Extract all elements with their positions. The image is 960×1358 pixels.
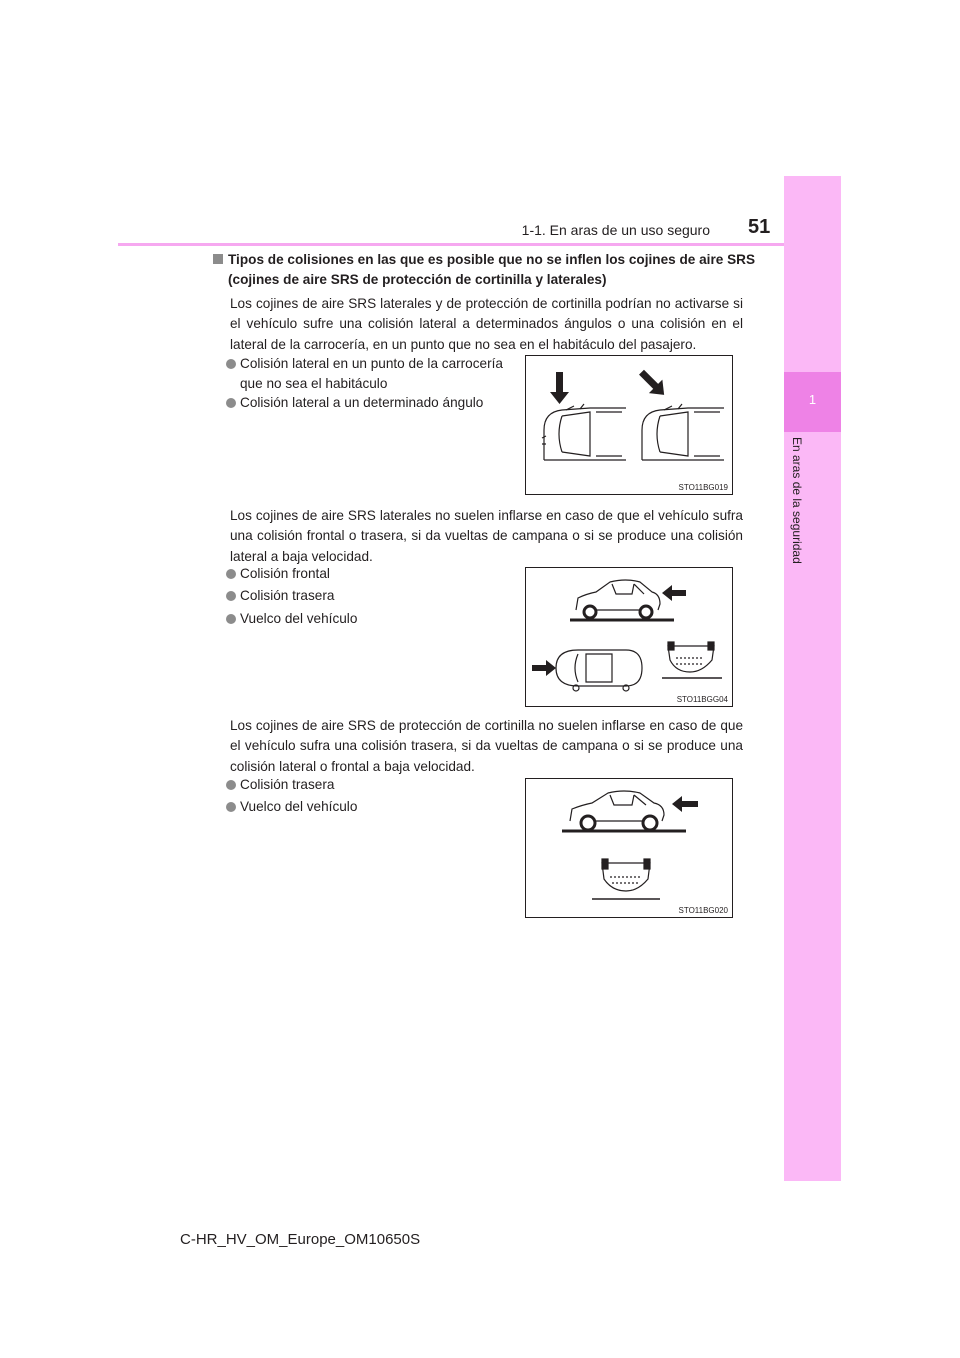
impact-arrow-icon xyxy=(635,365,671,401)
bullet-dot-icon xyxy=(226,359,236,369)
list-item xyxy=(226,564,330,584)
list-item-text: Vuelco del vehículo xyxy=(240,799,358,814)
car-side-view-icon xyxy=(570,791,664,830)
impact-arrow-icon xyxy=(662,585,686,601)
list-item xyxy=(226,775,334,795)
car-side-view-icon xyxy=(576,580,660,618)
header-section-title: 1-1. En aras de un uso seguro xyxy=(521,222,710,238)
chapter-number: 1 xyxy=(808,392,817,407)
car-top-view-icon xyxy=(542,404,626,460)
bullet-dot-icon xyxy=(226,802,236,812)
list-item-text: Colisión trasera xyxy=(240,777,335,792)
figure-side-collision xyxy=(525,355,733,495)
page-number: 51 xyxy=(748,216,771,238)
document-footer-id: C-HR_HV_OM_Europe_OM10650S xyxy=(180,1231,421,1248)
section-heading-text: Tipos de colisiones en las que es posible que no se inflen los cojines de aire SRS (cojines de aire SRS de protección de cortinilla y laterales) xyxy=(228,252,756,287)
rollover-car-icon xyxy=(668,642,714,672)
chapter-side-tab xyxy=(784,176,841,1181)
list-item-text: Vuelco del vehículo xyxy=(240,611,358,626)
list-item xyxy=(226,797,357,817)
impact-arrow-icon xyxy=(672,796,698,812)
section-heading xyxy=(213,250,760,290)
car-top-view-icon xyxy=(556,650,642,691)
figure-rear-rollover xyxy=(525,778,733,918)
list-item-text: Colisión lateral a un determinado ángulo xyxy=(240,395,484,410)
impact-arrow-icon xyxy=(532,660,556,676)
square-bullet-icon xyxy=(213,254,223,264)
figure-code: STO11BG020 xyxy=(678,906,728,915)
figure-code: STO11BG019 xyxy=(678,483,728,492)
paragraph-2: Los cojines de aire SRS laterales no suelen inflarse en caso de que el vehículo sufra una colisión frontal o trasera, si da vueltas de campana o si se produce una colisión lateral a baja velocidad. xyxy=(230,508,743,564)
paragraph-1: Los cojines de aire SRS laterales y de protección de cortinilla podrían no activarse si el vehículo sufre una colisión lateral a determinados ángulos o una colisión en el lateral de la carrocería, en un punto que no sea en el habitáculo del pasajero. xyxy=(230,296,743,352)
front-rear-rollover-illustration xyxy=(526,568,732,706)
header-divider xyxy=(118,243,841,246)
list-item-text: Colisión trasera xyxy=(240,588,335,603)
list-item xyxy=(226,354,526,394)
car-top-view-icon xyxy=(642,404,724,460)
chapter-title: En aras de la seguridad xyxy=(790,437,804,564)
list-item-text: Colisión lateral en un punto de la carrocería que no sea el habitáculo xyxy=(240,356,503,391)
figure-front-rear-rollover xyxy=(525,567,733,707)
list-item xyxy=(226,609,357,629)
bullet-dot-icon xyxy=(226,614,236,624)
side-collision-illustration xyxy=(526,356,732,494)
rollover-car-icon xyxy=(602,859,650,891)
figure-code: STO11BGG04 xyxy=(676,695,728,704)
bullet-dot-icon xyxy=(226,591,236,601)
bullet-dot-icon xyxy=(226,780,236,790)
list-item xyxy=(226,393,483,413)
paragraph-3: Los cojines de aire SRS de protección de cortinilla no suelen inflarse en caso de que el vehículo sufra una colisión trasera, si da vueltas de campana o si se produce una colisión lateral o frontal a baja velocidad. xyxy=(230,718,743,774)
rear-rollover-illustration xyxy=(526,779,732,917)
list-item xyxy=(226,586,334,606)
list-item-text: Colisión frontal xyxy=(240,566,330,581)
bullet-dot-icon xyxy=(226,398,236,408)
bullet-dot-icon xyxy=(226,569,236,579)
impact-arrow-icon xyxy=(550,372,569,404)
